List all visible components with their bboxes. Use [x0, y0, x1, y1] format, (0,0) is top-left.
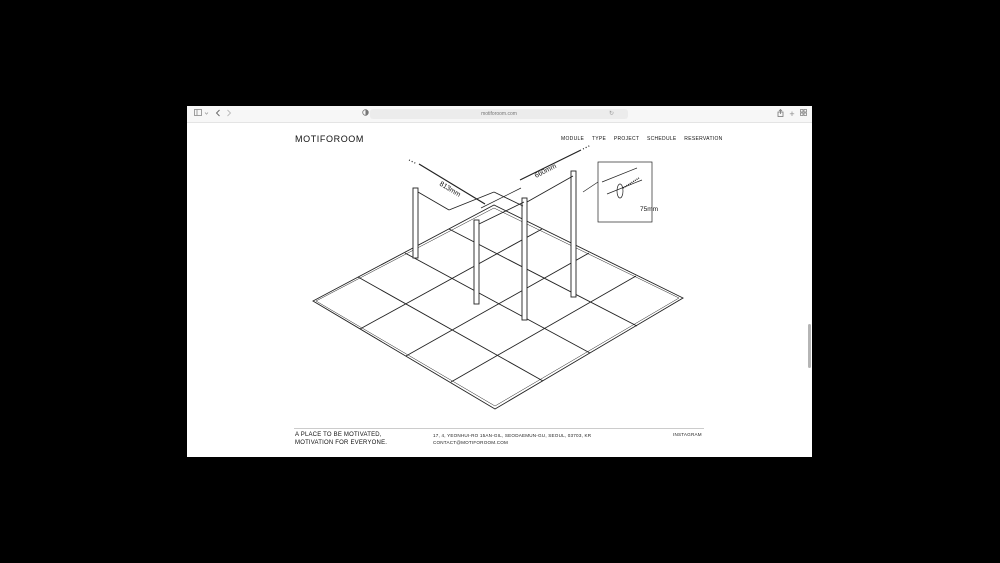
nav-item-schedule[interactable]: SCHEDULE: [646, 136, 677, 142]
footer-tagline: [295, 431, 387, 447]
instagram-link[interactable]: INSTAGRAM: [673, 432, 702, 437]
dimension-660mm-label: 660mm: [533, 162, 558, 180]
module-frame-drawing: [187, 122, 812, 422]
reload-icon[interactable]: ↻: [608, 111, 614, 117]
address-bar[interactable]: [370, 109, 628, 119]
privacy-shield-icon[interactable]: [361, 109, 369, 119]
new-tab-icon[interactable]: +: [789, 109, 795, 119]
share-icon[interactable]: [776, 109, 784, 119]
footer-divider: [294, 428, 704, 429]
nav-item-type[interactable]: TYPE: [591, 136, 607, 142]
address-text: 17, 4, YEONHUI-RO 15AN-GIL, SEODAEMUN-GU, SEOUL, 03703, KR: [433, 433, 592, 438]
tagline-line-1: A PLACE TO BE MOTIVATED,: [295, 432, 382, 438]
browser-window: [187, 106, 812, 457]
dimension-bars: [409, 145, 591, 208]
sidebar-icon[interactable]: [193, 109, 203, 119]
site-logo[interactable]: MOTIFOROOM: [295, 134, 364, 144]
contact-email-link[interactable]: CONTACT@MOTIFOROOM.COM: [433, 440, 509, 445]
dimension-813mm-label: 813mm: [437, 180, 462, 199]
browser-toolbar: [187, 106, 812, 123]
footer-address: [433, 432, 591, 446]
page-scrollbar[interactable]: [808, 324, 811, 368]
uprights: [413, 171, 576, 320]
nav-item-module[interactable]: MODULE: [561, 136, 585, 142]
nav-item-project[interactable]: PROJECT: [613, 136, 640, 142]
floor-grid: [313, 205, 683, 409]
tagline-line-2: MOTIVATION FOR EVERYONE.: [295, 440, 388, 446]
back-icon[interactable]: [214, 109, 222, 119]
nav-item-reservation[interactable]: RESERVATION: [684, 136, 723, 142]
url-text: motiforoom.com: [481, 111, 517, 117]
tab-overview-icon[interactable]: [799, 109, 807, 119]
dimension-75mm-label: 75mm: [640, 206, 659, 213]
chevron-down-icon[interactable]: [203, 109, 209, 119]
detail-callout: [583, 162, 652, 222]
forward-icon[interactable]: [225, 109, 233, 119]
